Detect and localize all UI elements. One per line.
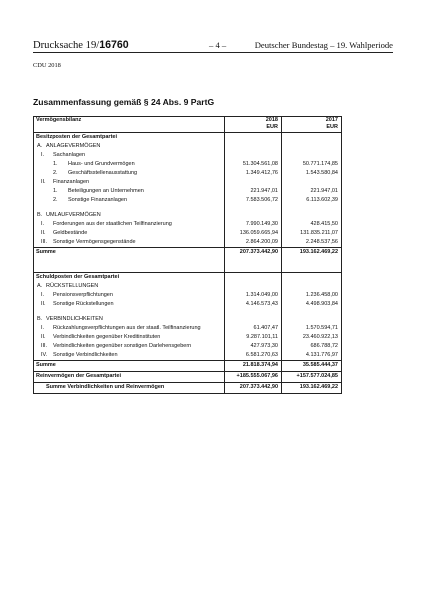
unit-2018: EUR	[266, 124, 278, 130]
item-number: II.	[41, 334, 46, 340]
sum-2017: 35.585.444,37	[302, 362, 338, 368]
item-number: 1.	[53, 161, 58, 167]
section-label: ANLAGEVERMÖGEN	[46, 143, 101, 149]
value-2017: 23.460.922,13	[302, 334, 338, 340]
item-number: III.	[41, 343, 48, 349]
section-number: B.	[37, 316, 43, 322]
net-assets-label: Reinvermögen der Gesamtpartei	[36, 373, 121, 379]
item-number: 2.	[53, 170, 58, 176]
table-row	[34, 196, 341, 205]
table-header-row	[34, 117, 341, 124]
table-row	[34, 333, 341, 342]
value-2017: 50.771.174,85	[302, 161, 338, 167]
value-2018: 61.407,47	[253, 325, 278, 331]
total-2018: 207.373.442,90	[239, 384, 278, 390]
doc-number: 16760	[99, 39, 129, 51]
balance-sheet-table	[33, 116, 342, 394]
assets-heading: Besitzposten der Gesamtpartei	[36, 134, 117, 140]
year-2018-header: 2018	[265, 117, 278, 123]
section-row	[34, 282, 341, 291]
assets-sum-row	[34, 247, 341, 258]
value-2018: 4.146.573,43	[245, 301, 278, 307]
value-2018: 7.990.149,30	[245, 221, 278, 227]
table-row	[34, 220, 341, 229]
table-row	[34, 300, 341, 309]
item-label: Rückzahlungsverpflichtungen aus der staatl. Teilfinanzierung	[53, 325, 201, 331]
item-number: IV.	[41, 352, 48, 358]
group-row	[34, 178, 341, 187]
page-number: – 4 –	[209, 40, 227, 50]
section-number: B.	[37, 212, 43, 218]
total-2017: 193.162.469,22	[299, 384, 338, 390]
liabilities-sum-row	[34, 360, 341, 372]
item-label: Sonstige Verbindlichkeiten	[53, 352, 118, 358]
publisher: Deutscher Bundestag – 19. Wahlperiode	[254, 40, 393, 50]
document-reference	[33, 39, 129, 51]
sum-label: Summe	[36, 249, 56, 255]
table-unit-row	[34, 124, 341, 133]
item-number: II.	[41, 230, 46, 236]
value-2018: 7.583.506,72	[245, 197, 278, 203]
section-label: UMLAUFVERMÖGEN	[46, 212, 101, 218]
value-2017: 1.236.458,00	[305, 292, 338, 298]
table-row	[34, 187, 341, 196]
net-assets-row	[34, 372, 341, 383]
item-number: 2.	[53, 197, 58, 203]
item-label: Verbindlichkeiten gegenüber Kreditinstituten	[53, 334, 161, 340]
liabilities-heading-row	[34, 273, 341, 282]
spacer-row	[34, 258, 341, 273]
value-2017: 4.131.776,97	[305, 352, 338, 358]
year-2017-header: 2017	[325, 117, 338, 123]
value-2017: 686.788,72	[310, 343, 338, 349]
value-2018: 9.287.101,11	[246, 334, 278, 340]
value-2017: 4.498.903,84	[305, 301, 338, 307]
value-2018: 136.059.665,94	[239, 230, 278, 236]
group-label: Finanzanlagen	[53, 179, 90, 185]
group-number: I.	[41, 152, 45, 158]
page-title: Zusammenfassung gemäß § 24 Abs. 9 PartG	[33, 97, 215, 107]
value-2017: 2.248.537,56	[305, 239, 338, 245]
unit-2017: EUR	[326, 124, 338, 130]
table-row	[34, 160, 341, 169]
table-row	[34, 229, 341, 238]
value-2017: 428.415,50	[310, 221, 338, 227]
item-label: Sonstige Finanzanlagen	[68, 197, 128, 203]
sum-2018: 21.818.374,94	[242, 362, 278, 368]
value-2018: 221.947,01	[250, 188, 278, 194]
value-2018: 1.314.049,00	[245, 292, 278, 298]
group-number: II.	[41, 179, 46, 185]
section-label: RÜCKSTELLUNGEN	[46, 283, 99, 289]
table-row	[34, 324, 341, 333]
net-assets-2018: +185.555.067,96	[236, 373, 278, 379]
value-2018: 51.304.561,08	[242, 161, 278, 167]
section-number: A.	[37, 143, 43, 149]
item-label: Beteiligungen an Unternehmen	[68, 188, 144, 194]
section-label: VERBINDLICHKEITEN	[46, 316, 103, 322]
header-rule	[33, 52, 393, 53]
liabilities-heading: Schuldposten der Gesamtpartei	[36, 274, 120, 280]
item-number: 1.	[53, 188, 58, 194]
section-row	[34, 211, 341, 220]
table-row	[34, 342, 341, 351]
item-label: Sonstige Vermögensgegenstände	[53, 239, 136, 245]
item-label: Forderungen aus der staatlichen Teilfinanzierung	[53, 221, 172, 227]
section-row	[34, 142, 341, 151]
item-label: Pensionsverpflichtungen	[53, 292, 113, 298]
sum-label: Summe	[36, 362, 56, 368]
total-row	[34, 383, 341, 393]
item-number: I.	[41, 325, 45, 331]
item-number: I.	[41, 221, 45, 227]
doc-label: Drucksache 19/	[33, 40, 100, 51]
value-2018: 6.581.270,63	[245, 352, 278, 358]
item-number: III.	[41, 239, 48, 245]
group-label: Sachanlagen	[53, 152, 86, 158]
item-label: Haus- und Grundvermögen	[68, 161, 135, 167]
table-row	[34, 238, 341, 247]
section-number: A.	[37, 283, 43, 289]
section-row	[34, 315, 341, 324]
value-2017: 6.113.602,39	[306, 197, 338, 203]
sum-2017: 193.162.469,22	[299, 249, 338, 255]
table-row	[34, 291, 341, 300]
value-2017: 1.570.594,71	[305, 325, 338, 331]
value-2018: 1.349.412,76	[245, 170, 278, 176]
item-label: Sonstige Rückstellungen	[53, 301, 114, 307]
group-row	[34, 151, 341, 160]
value-2017: 221.947,01	[310, 188, 338, 194]
table-row	[34, 169, 341, 178]
value-2017: 1.543.580,84	[305, 170, 338, 176]
item-number: II.	[41, 301, 46, 307]
total-label: Summe Verbindlichkeiten und Reinvermögen	[46, 384, 165, 390]
assets-heading-row	[34, 133, 341, 142]
item-label: Geldbestände	[53, 230, 88, 236]
table-row	[34, 351, 341, 360]
value-2018: 427.973,30	[250, 343, 278, 349]
item-number: I.	[41, 292, 45, 298]
sum-2018: 207.373.442,90	[239, 249, 278, 255]
table-title: Vermögensbilanz	[36, 117, 82, 123]
item-label: Geschäftsstellenausstattung	[68, 170, 138, 176]
value-2018: 2.864.200,09	[245, 239, 278, 245]
party-label: CDU 2018	[33, 62, 61, 69]
value-2017: 131.835.211,07	[300, 230, 338, 236]
page-header	[33, 39, 393, 53]
item-label: Verbindlichkeiten gegenüber sonstigen Darlehensgebern	[53, 343, 192, 349]
net-assets-2017: +157.577.024,85	[296, 373, 338, 379]
